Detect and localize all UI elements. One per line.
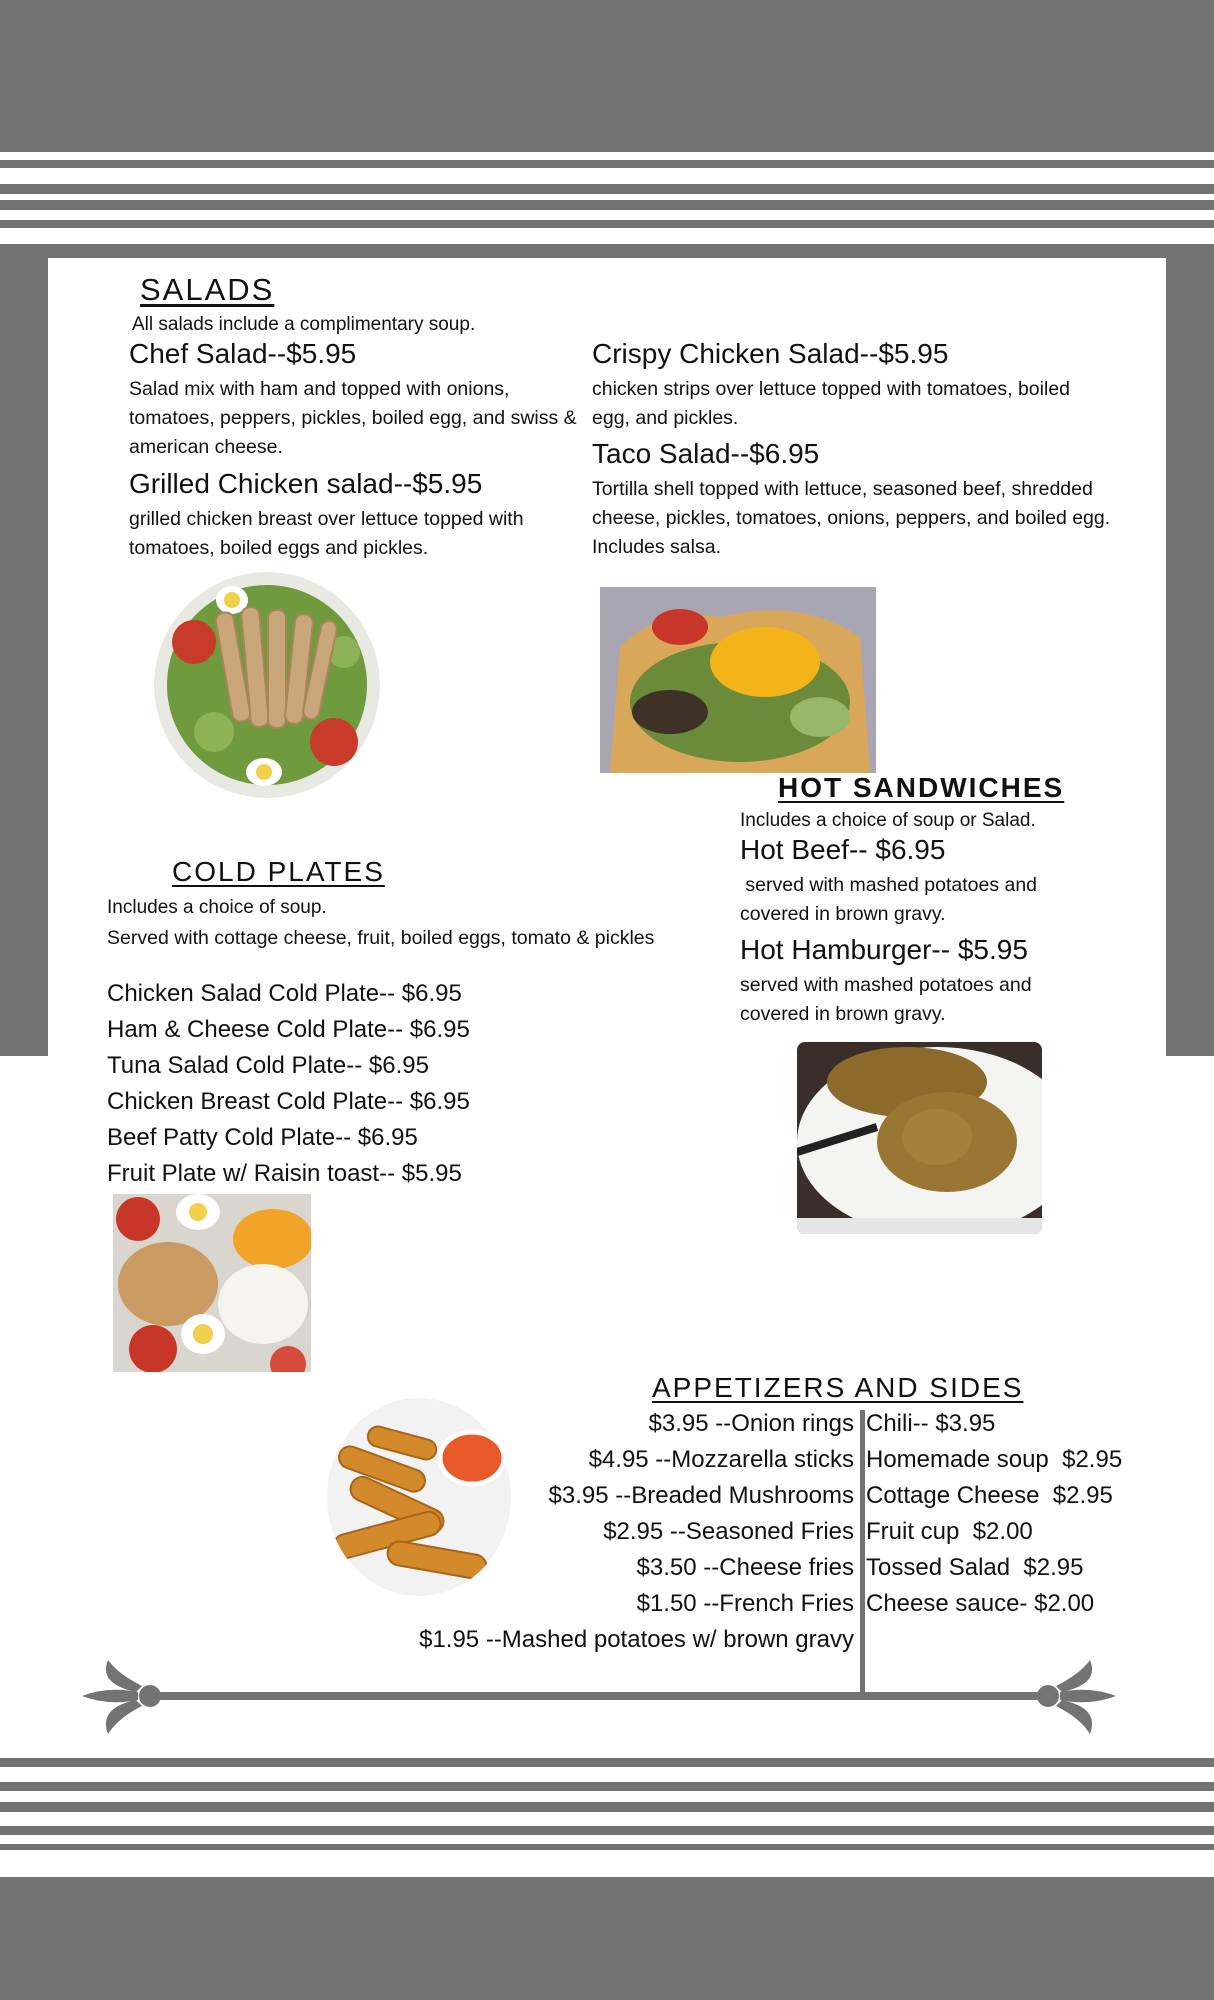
hot-sandwiches-title: HOT SANDWICHES xyxy=(778,772,1065,803)
cold-plate-item: Fruit Plate w/ Raisin toast-- $5.95 xyxy=(107,1160,462,1187)
decorative-divider xyxy=(78,1656,1120,1738)
salads-note: All salads include a complimentary soup. xyxy=(132,314,476,335)
fleur-right-icon xyxy=(1037,1660,1116,1734)
bottom-stripe xyxy=(0,1802,1214,1812)
chef-salad-desc: Salad mix with ham and topped with onions, tomatoes, peppers, pickles, boiled egg, and swiss & american cheese. xyxy=(129,378,577,458)
appetizers-divider xyxy=(860,1410,865,1693)
appetizer-item: $3.50 --Cheese fries xyxy=(636,1554,854,1581)
bottom-stripe xyxy=(0,1758,1214,1767)
bottom-stripe xyxy=(0,1826,1214,1835)
side-item: Chili-- $3.95 xyxy=(866,1410,996,1437)
crispy-chicken-salad-title: Crispy Chicken Salad--$5.95 xyxy=(592,338,949,369)
crispy-chicken-salad-desc: chicken strips over lettuce topped with tomatoes, boiled egg, and pickles. xyxy=(592,378,1071,429)
side-item: Tossed Salad $2.95 xyxy=(866,1554,1084,1581)
side-item: Homemade soup $2.95 xyxy=(866,1446,1123,1473)
bottom-stripe xyxy=(0,1782,1214,1791)
hot-hamburger-desc: served with mashed potatoes and covered in brown gravy. xyxy=(740,974,1032,1025)
top-stripe xyxy=(0,184,1214,194)
appetizer-item: $2.95 --Seasoned Fries xyxy=(603,1518,854,1545)
grilled-chicken-salad-photo xyxy=(154,572,380,798)
side-item: Fruit cup $2.00 xyxy=(866,1518,1033,1545)
taco-salad-desc: Tortilla shell topped with lettuce, seasoned beef, shredded cheese, pickles, tomatoes, onions, peppers, and boiled egg. Includes salsa. xyxy=(592,478,1111,558)
appetizers-title: APPETIZERS AND SIDES xyxy=(652,1372,1024,1403)
salads-title: SALADS xyxy=(140,272,275,307)
cold-plate-item: Beef Patty Cold Plate-- $6.95 xyxy=(107,1124,418,1151)
appetizer-item: $3.95 --Onion rings xyxy=(648,1410,854,1437)
appetizer-item: $3.95 --Breaded Mushrooms xyxy=(548,1482,854,1509)
cold-plates-note: Includes a choice of soup. xyxy=(107,897,327,918)
cold-plates-served-with: Served with cottage cheese, fruit, boiled eggs, tomato & pickles xyxy=(107,927,655,949)
top-stripe xyxy=(0,200,1214,210)
hot-hamburger-title: Hot Hamburger-- $5.95 xyxy=(740,934,1028,965)
cold-plate-item: Chicken Breast Cold Plate-- $6.95 xyxy=(107,1088,470,1115)
chef-salad-title: Chef Salad--$5.95 xyxy=(129,338,357,369)
cold-plates-title: COLD PLATES xyxy=(172,856,385,887)
cold-plate-item: Ham & Cheese Cold Plate-- $6.95 xyxy=(107,1016,470,1043)
hot-beef-desc: served with mashed potatoes and covered in brown gravy. xyxy=(740,874,1043,925)
top-stripe xyxy=(0,220,1214,228)
bottom-gray-band xyxy=(0,1877,1214,2000)
hot-sandwiches-note: Includes a choice of soup or Salad. xyxy=(740,810,1036,831)
hot-hamburger-photo xyxy=(797,1042,1042,1234)
hot-beef-title: Hot Beef-- $6.95 xyxy=(740,834,946,865)
cold-plate-item: Chicken Salad Cold Plate-- $6.95 xyxy=(107,980,462,1007)
grilled-chicken-salad-desc: grilled chicken breast over lettuce topped with tomatoes, boiled eggs and pickles. xyxy=(129,508,524,559)
appetizer-item: $1.95 --Mashed potatoes w/ brown gravy xyxy=(419,1626,854,1653)
top-stripe xyxy=(0,160,1214,168)
grilled-chicken-salad-title: Grilled Chicken salad--$5.95 xyxy=(129,468,483,499)
fleur-left-icon xyxy=(82,1660,161,1734)
cold-plate-photo xyxy=(113,1194,311,1372)
appetizer-item: $1.50 --French Fries xyxy=(636,1590,854,1617)
side-item: Cottage Cheese $2.95 xyxy=(866,1482,1113,1509)
top-gray-band xyxy=(0,0,1214,152)
bottom-stripe xyxy=(0,1844,1214,1850)
side-item: Cheese sauce- $2.00 xyxy=(866,1590,1095,1617)
appetizer-item: $4.95 --Mozzarella sticks xyxy=(588,1446,854,1473)
taco-salad-title: Taco Salad--$6.95 xyxy=(592,438,820,469)
cold-plate-item: Tuna Salad Cold Plate-- $6.95 xyxy=(107,1052,429,1079)
taco-salad-photo xyxy=(600,587,876,773)
